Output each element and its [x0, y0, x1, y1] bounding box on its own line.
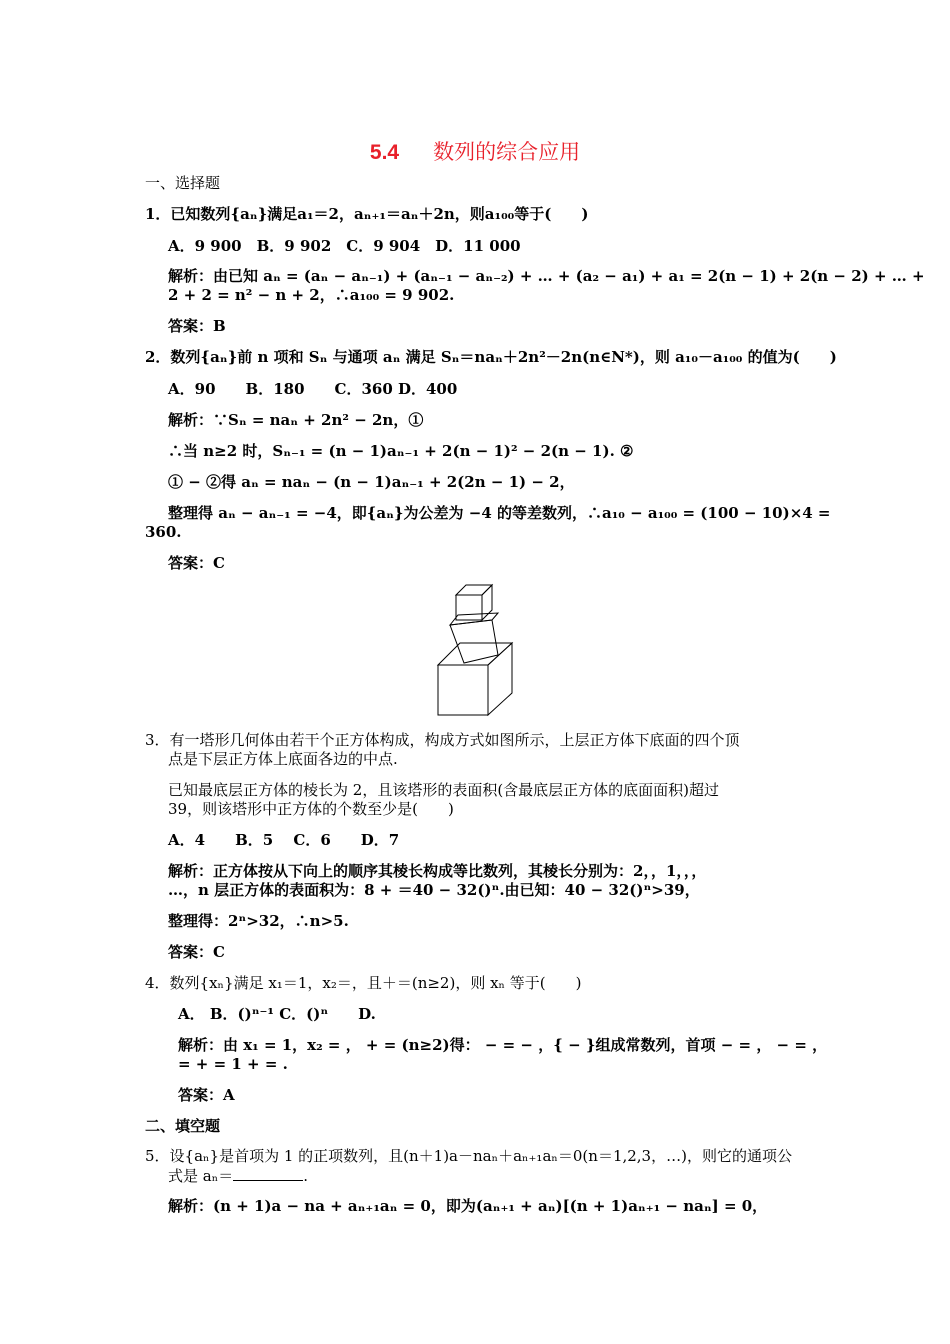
q1-analysis-1: 解析：由已知 aₙ = (aₙ − aₙ₋₁) + (aₙ₋₁ − aₙ₋₂) + … + (a₂ − a₁) + a₁ = 2(n − 1) + 2(n − 2) + … + — [168, 267, 925, 285]
q3-stem-4: 39，则该塔形中正方体的个数至少是( ) — [168, 800, 454, 818]
section-heading-fill: 二、填空题 — [145, 1117, 221, 1135]
q1-options: A．9 900 B．9 902 C．9 904 D．11 000 — [168, 237, 521, 255]
q2-answer: 答案：C — [168, 554, 225, 572]
q3-stem-2: 点是下层正方体上底面各边的中点. — [168, 750, 398, 768]
q4-analysis-1: 解析：由 x₁ = 1，x₂ = ， + = (n≥2)得： − = − ，{ − }组成常数列，首项 − = ， − = ， — [178, 1036, 828, 1054]
q2-stem: 2．数列{aₙ}前 n 项和 Sₙ 与通项 aₙ 满足 Sₙ＝naₙ＋2n²－2n(n∈N*)，则 a₁₀－a₁₀₀ 的值为( ) — [145, 348, 837, 366]
q5-stem-2-text: 式是 aₙ＝ — [168, 1167, 234, 1185]
middle-cube-top — [450, 613, 498, 625]
q2-options: A．90 B．180 C．360 D．400 — [168, 380, 458, 398]
q2-analysis-1: 解析：∵Sₙ = naₙ + 2n² − 2n，① — [168, 411, 424, 429]
middle-cube-front — [450, 620, 498, 663]
q1-analysis-2: 2 + 2 = n² − n + 2，∴a₁₀₀ = 9 902. — [168, 286, 455, 304]
q4-answer: 答案：A — [178, 1086, 235, 1104]
section-heading-choice: 一、选择题 — [145, 174, 221, 192]
q1-stem: 1．已知数列{aₙ}满足a₁＝2，aₙ₊₁＝aₙ＋2n，则a₁₀₀等于( ) — [145, 205, 589, 223]
q5-analysis-1: 解析：(n + 1)a − na + aₙ₊₁aₙ = 0，即为(aₙ₊₁ + aₙ)[(n + 1)aₙ₊₁ − naₙ] = 0， — [168, 1197, 768, 1215]
bottom-cube-front — [438, 665, 488, 715]
page-title — [0, 136, 950, 166]
q3-answer: 答案：C — [168, 943, 225, 961]
bottom-cube-top — [438, 643, 512, 665]
q3-options: A．4 B．5 C．6 D．7 — [168, 831, 400, 849]
title-text: 数列的综合应用 — [433, 140, 581, 164]
q5-stem-2-end: . — [303, 1167, 308, 1185]
q3-stem-3: 已知最底层正方体的棱长为 2，且该塔形的表面积(含最底层正方体的底面面积)超过 — [168, 781, 720, 799]
top-cube-side — [482, 585, 492, 620]
q2-analysis-5: 360. — [145, 523, 182, 541]
q2-analysis-3: ① − ②得 aₙ = naₙ − (n − 1)aₙ₋₁ + 2(2n − 1) − 2， — [168, 473, 575, 491]
q3-analysis-1: 解析：正方体按从下向上的顺序其棱长构成等比数列，其棱长分别为：2，，1，，， — [168, 862, 707, 880]
top-cube-front — [456, 595, 482, 620]
q1-answer: 答案：B — [168, 317, 226, 335]
q4-stem: 4．数列{xₙ}满足 x₁＝1，x₂＝，且＋＝(n≥2)，则 xₙ 等于( ) — [145, 974, 582, 992]
cube-tower-figure — [430, 575, 520, 720]
q5-stem-1: 5．设{aₙ}是首项为 1 的正项数列，且(n＋1)a－naₙ＋aₙ₊₁aₙ＝0(n＝1,2,3，…)，则它的通项公 — [145, 1147, 792, 1165]
q3-stem-1: 3．有一塔形几何体由若干个正方体构成，构成方式如图所示，上层正方体下底面的四个顶 — [145, 731, 740, 749]
q5-answer-blank — [233, 1166, 303, 1181]
q2-analysis-4: 整理得 aₙ − aₙ₋₁ = −4，即{aₙ}为公差为 −4 的等差数列，∴a₁₀ − a₁₀₀ = (100 − 10)×4 = — [168, 504, 831, 522]
bottom-cube-side — [488, 643, 512, 715]
q5-stem-2 — [168, 1166, 308, 1186]
q3-analysis-2: …，n 层正方体的表面积为：8 + ＝40 − 32()ⁿ.由已知：40 − 32()ⁿ>39， — [168, 881, 700, 899]
q2-analysis-2: ∴当 n≥2 时，Sₙ₋₁ = (n − 1)aₙ₋₁ + 2(n − 1)² − 2(n − 1). ② — [168, 442, 634, 460]
title-number: 5.4 — [369, 141, 400, 164]
q4-analysis-2: = + = 1 + = . — [178, 1055, 288, 1073]
q4-options: A． B．()ⁿ⁻¹ C．()ⁿ D. — [178, 1005, 376, 1023]
q3-analysis-3: 整理得：2ⁿ>32，∴n>5. — [168, 912, 349, 930]
